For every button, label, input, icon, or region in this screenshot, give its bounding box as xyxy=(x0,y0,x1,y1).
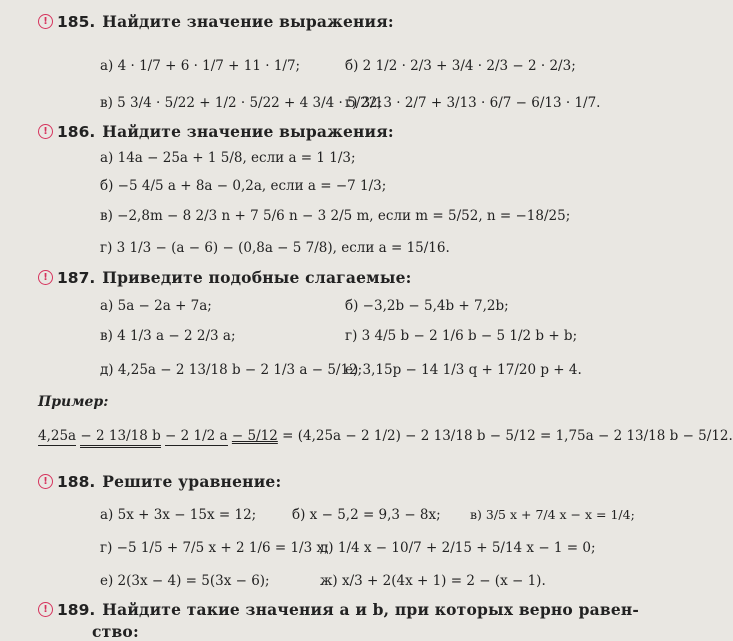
p187-item-a: а) 5a − 2a + 7a; xyxy=(100,298,212,314)
problem-number: 185. xyxy=(57,12,96,31)
problem-title: Найдите такие значения a и b, при которых верно равен- xyxy=(102,600,640,619)
p188-item-a: а) 5x + 3x − 15x = 12; xyxy=(100,507,257,523)
p185-item-a: а) 4 · 1/7 + 6 · 1/7 + 11 · 1/7; xyxy=(100,58,301,74)
problem-189-header xyxy=(38,600,639,619)
p188-item-e: е) 2(3x − 4) = 5(3x − 6); xyxy=(100,573,270,589)
problem-187-header xyxy=(38,268,412,287)
problem-title-continuation: ство: xyxy=(92,622,139,641)
example-rest: = (4,25a − 2 1/2) − 2 13/18 b − 5/12 = 1,75a − 2 13/18 b − 5/12. xyxy=(282,428,733,444)
p188-item-b: б) x − 5,2 = 9,3 − 8x; xyxy=(292,507,441,523)
p186-item-a: а) 14a − 25a + 1 5/8, если a = 1 1/3; xyxy=(100,150,356,166)
problem-189-title-cont xyxy=(92,622,139,641)
p187-item-g: г) 3 4/5 b − 2 1/6 b − 5 1/2 b + b; xyxy=(345,328,578,344)
p187-item-d: д) 4,25a − 2 13/18 b − 2 1/3 a − 5/12; xyxy=(100,362,363,378)
p186-item-g: г) 3 1/3 − (a − 6) − (0,8a − 5 7/8), если a = 15/16. xyxy=(100,240,450,256)
example-term-3: − 2 1/2 a xyxy=(165,428,228,444)
p188-item-g: г) −5 1/5 + 7/5 x + 2 1/6 = 1/3 x; xyxy=(100,540,329,556)
problem-title: Найдите значение выражения: xyxy=(102,12,394,31)
p187-item-e: е) 3,15p − 14 1/3 q + 17/20 p + 4. xyxy=(345,362,582,378)
p188-item-v: в) 3/5 x + 7/4 x − x = 1/4; xyxy=(470,507,635,522)
problem-number: 189. xyxy=(57,600,96,619)
example-label: Пример: xyxy=(38,394,109,410)
p186-item-v: в) −2,8m − 8 2/3 n + 7 5/6 n − 3 2/5 m, если m = 5/52, n = −18/25; xyxy=(100,208,571,224)
problem-188-header xyxy=(38,472,281,491)
important-marker-icon: ! xyxy=(38,602,53,617)
p187-item-b: б) −3,2b − 5,4b + 7,2b; xyxy=(345,298,509,314)
example-expression xyxy=(38,428,733,444)
problem-number: 186. xyxy=(57,122,96,141)
p188-item-d: д) 1/4 x − 10/7 + 2/15 + 5/14 x − 1 = 0; xyxy=(320,540,596,556)
p188-item-zh: ж) x/3 + 2(4x + 1) = 2 − (x − 1). xyxy=(320,573,546,589)
important-marker-icon: ! xyxy=(38,14,53,29)
important-marker-icon: ! xyxy=(38,270,53,285)
example-term-1: 4,25a xyxy=(38,428,77,444)
p185-item-b: б) 2 1/2 · 2/3 + 3/4 · 2/3 − 2 · 2/3; xyxy=(345,58,576,74)
example-term-4: − 5/12 xyxy=(231,428,278,444)
problem-title: Решите уравнение: xyxy=(102,472,282,491)
important-marker-icon: ! xyxy=(38,124,53,139)
p185-item-g: г) 3/13 · 2/7 + 3/13 · 6/7 − 6/13 · 1/7. xyxy=(345,95,601,111)
problem-title: Приведите подобные слагаемые: xyxy=(102,268,412,287)
p186-item-b: б) −5 4/5 a + 8a − 0,2a, если a = −7 1/3; xyxy=(100,178,387,194)
problem-title: Найдите значение выражения: xyxy=(102,122,394,141)
problem-186-header xyxy=(38,122,394,141)
problem-number: 188. xyxy=(57,472,96,491)
important-marker-icon: ! xyxy=(38,474,53,489)
p185-item-v: в) 5 3/4 · 5/22 + 1/2 · 5/22 + 4 3/4 · 5/22; xyxy=(100,95,383,111)
problem-185-header xyxy=(38,12,394,31)
example-term-2: − 2 13/18 b xyxy=(80,428,160,448)
p187-item-v: в) 4 1/3 a − 2 2/3 a; xyxy=(100,328,236,344)
problem-number: 187. xyxy=(57,268,96,287)
